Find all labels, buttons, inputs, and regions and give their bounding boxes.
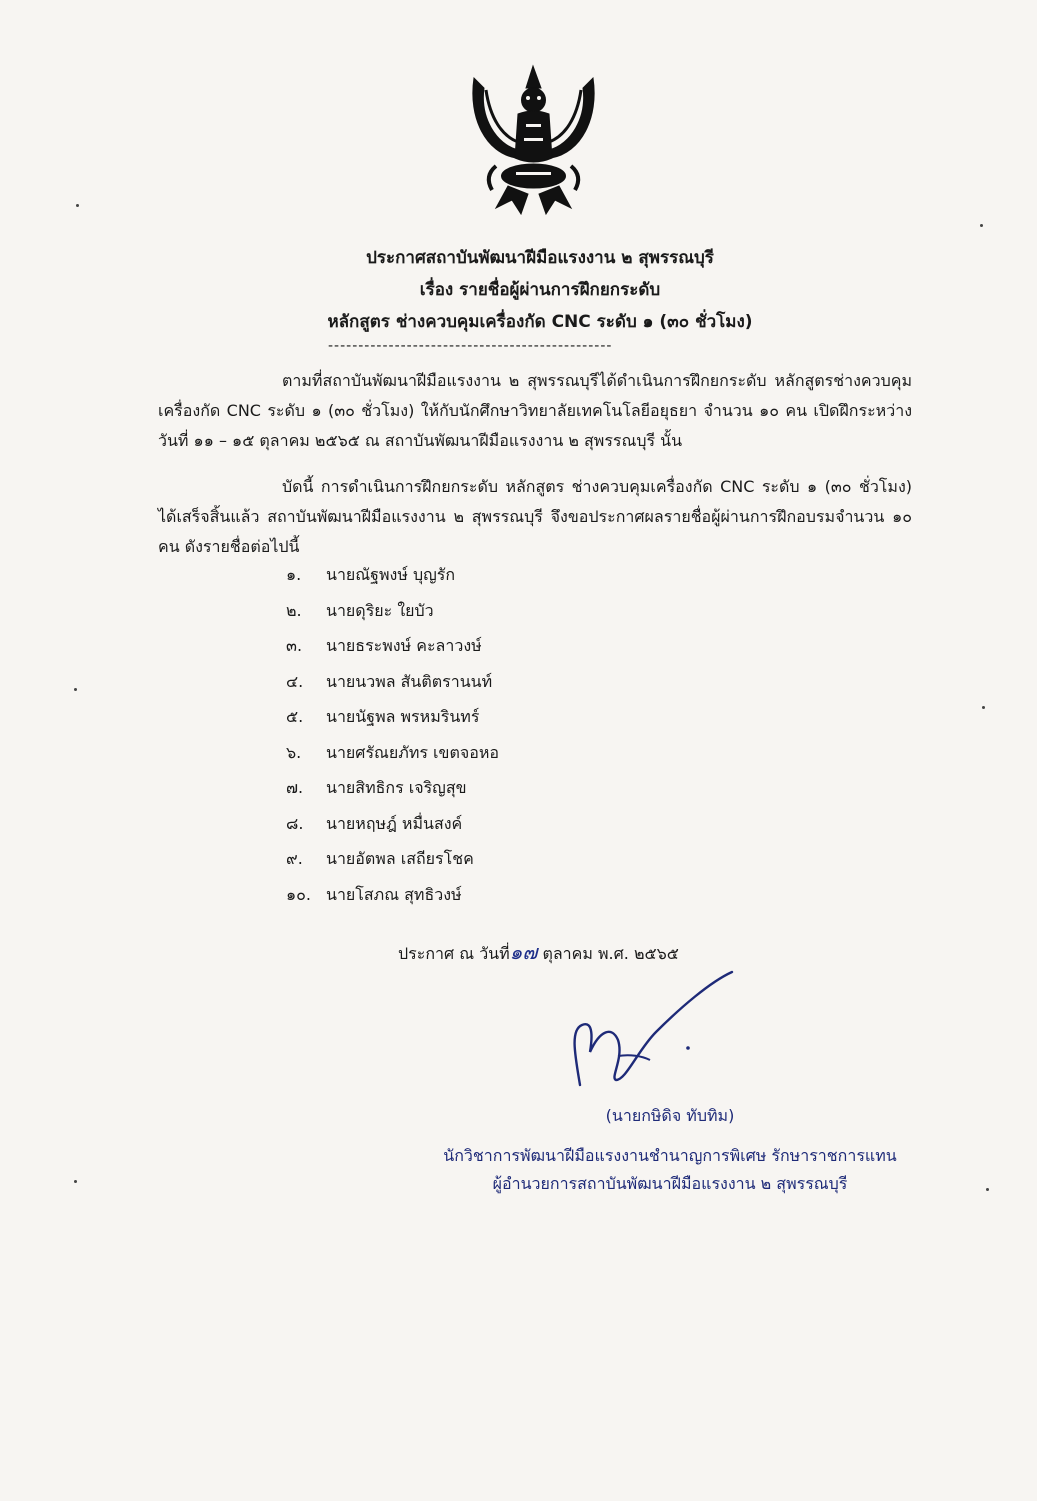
paper-speck	[980, 224, 983, 227]
handwritten-day: ๑๗	[509, 940, 538, 964]
announcement-course: หลักสูตร ช่างควบคุมเครื่องกัด CNC ระดับ ๑ (๓๐ ชั่วโมง)	[327, 312, 753, 332]
participant-name: นายณัฐพงษ์ บุญรัก	[326, 565, 456, 584]
announcement-date: ประกาศ ณ วันที่๑๗ ตุลาคม พ.ศ. ๒๕๖๕	[398, 940, 679, 964]
list-item: ๑. นายณัฐพงษ์ บุญรัก	[286, 560, 499, 596]
participant-name: นายนวพล สันติตรานนท์	[326, 671, 493, 691]
body-paragraph-1: ตามที่สถาบันพัฒนาฝีมือแรงงาน ๒ สุพรรณบุรีได้ดำเนินการฝึกยกระดับ หลักสูตรช่างควบคุมเครื่องกัด CNC ระดับ ๑ (๓๐ ชั่วโมง) ให้กับนักศึกษาวิทยาลัยเทคโนโลยีอยุธยา จำนวน ๑๐ คน เปิดฝึกระหว่างวันที่ ๑๑ – ๑๕ ตุลาคม ๒๕๖๕ ณ สถาบันพัฒนาฝีมือแรงงาน ๒ สุพรรณบุรี นั้น	[158, 371, 912, 450]
participant-name: นายนัฐพล พรหมรินทร์	[326, 707, 480, 726]
paper-speck	[76, 204, 79, 207]
signer-name: (นายกษิดิจ ทับทิม)	[605, 1106, 735, 1125]
announcement-title: ประกาศสถาบันพัฒนาฝีมือแรงงาน ๒ สุพรรณบุรี	[366, 248, 714, 268]
list-item: ๑๐. นายโสภณ สุทธิวงษ์	[286, 880, 499, 916]
divider-rule: -----------------------------------------------	[328, 338, 613, 354]
participant-name: นายดุริยะ ใยบัว	[326, 600, 434, 620]
participant-name: นายศรัณยภัทร เขตจอหอ	[326, 742, 499, 762]
list-item: ๙. นายอัตพล เสถียรโชค	[286, 844, 499, 880]
participant-name: นายอัตพล เสถียรโชค	[326, 849, 474, 868]
list-item: ๖. นายศรัณยภัทร เขตจอหอ	[286, 738, 499, 774]
body-paragraph-2: บัดนี้ การดำเนินการฝึกยกระดับ หลักสูตร ช่างควบคุมเครื่องกัด CNC ระดับ ๑ (๓๐ ชั่วโมง) ได้เสร็จสิ้นแล้ว สถาบันพัฒนาฝีมือแรงงาน ๒ สุพรรณบุรี จึงขอประกาศผลรายชื่อผู้ผ่านการฝึกอบรมจำนวน ๑๐ คน ดังรายชื่อต่อไปนี้	[158, 477, 912, 556]
list-item: ๘. นายหฤษฎ์ หมื่นสงค์	[286, 809, 499, 845]
garuda-emblem-icon	[466, 58, 601, 218]
list-item: ๗. นายสิทธิกร เจริญสุข	[286, 773, 499, 809]
paper-speck	[982, 706, 985, 709]
signature-image	[560, 960, 760, 1100]
participant-name: นายหฤษฎ์ หมื่นสงค์	[326, 813, 463, 833]
list-item: ๒. นายดุริยะ ใยบัว	[286, 596, 499, 632]
participant-name: นายโสภณ สุทธิวงษ์	[326, 884, 462, 904]
participant-name: นายสิทธิกร เจริญสุข	[326, 778, 467, 797]
participant-list	[286, 560, 499, 915]
list-item: ๕. นายนัฐพล พรหมรินทร์	[286, 702, 499, 738]
paper-speck	[986, 1188, 989, 1191]
announcement-subject: เรื่อง รายชื่อผู้ผ่านการฝึกยกระดับ	[419, 280, 661, 300]
signer-position-1: นักวิชาการพัฒนาฝีมือแรงงานชำนาญการพิเศษ รักษาราชการแทน	[443, 1146, 897, 1165]
signer-position-2: ผู้อำนวยการสถาบันพัฒนาฝีมือแรงงาน ๒ สุพรรณบุรี	[492, 1174, 848, 1193]
list-item: ๔. นายนวพล สันติตรานนท์	[286, 667, 499, 703]
paper-speck	[74, 688, 77, 691]
participant-name: นายธระพงษ์ คะลาวงษ์	[326, 636, 482, 655]
list-item: ๓. นายธระพงษ์ คะลาวงษ์	[286, 631, 499, 667]
paper-speck	[74, 1180, 77, 1183]
